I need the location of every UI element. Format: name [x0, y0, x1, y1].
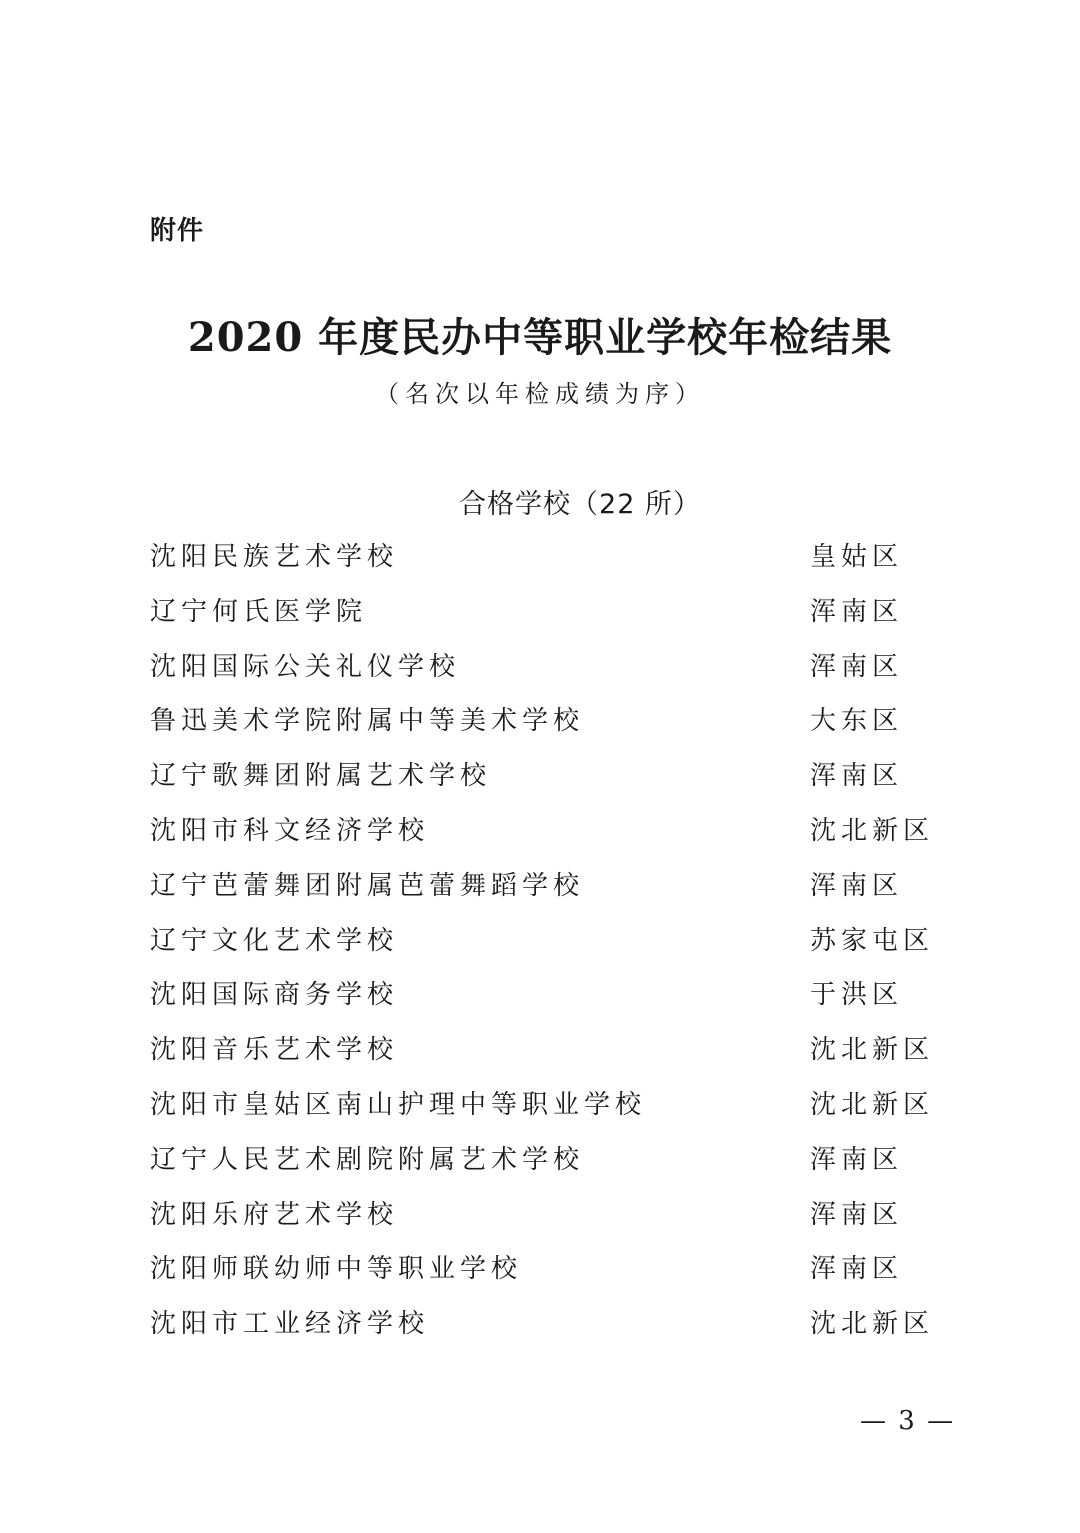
school-district: 浑南区 [810, 651, 904, 682]
section-heading-qualified: 合格学校（22 所） [459, 489, 701, 520]
school-district: 浑南区 [810, 761, 904, 792]
school-row [150, 640, 930, 695]
school-district: 大东区 [810, 706, 904, 737]
school-row [150, 859, 930, 914]
school-name: 辽宁芭蕾舞团附属芭蕾舞蹈学校 [150, 870, 585, 901]
document-subtitle: （名次以年检成绩为序） [375, 380, 705, 408]
school-row [150, 1297, 935, 1352]
school-name: 辽宁何氏医学院 [150, 596, 368, 627]
school-row [150, 968, 930, 1023]
school-row [150, 1188, 930, 1243]
school-district: 于洪区 [810, 980, 904, 1011]
school-name: 沈阳市科文经济学校 [150, 815, 430, 846]
school-district: 浑南区 [810, 596, 904, 627]
school-name: 辽宁文化艺术学校 [150, 925, 399, 956]
attachment-label: 附件 [150, 216, 205, 246]
school-name: 沈阳民族艺术学校 [150, 542, 399, 572]
school-row [150, 694, 930, 749]
school-row [150, 804, 935, 859]
school-district: 浑南区 [810, 1199, 904, 1230]
document-title: 2020 年度民办中等职业学校年检结果 [187, 314, 893, 361]
school-name: 沈阳国际公关礼仪学校 [150, 651, 461, 682]
school-name: 辽宁人民艺术剧院附属艺术学校 [150, 1144, 585, 1175]
school-list [150, 530, 935, 1352]
school-district: 沈北新区 [810, 1309, 935, 1340]
page-number: — 3 — [860, 1406, 956, 1436]
school-row [150, 1242, 930, 1297]
school-name: 沈阳乐府艺术学校 [150, 1199, 399, 1230]
school-district: 皇姑区 [810, 542, 904, 572]
school-district: 浑南区 [810, 1254, 904, 1285]
school-district: 沈北新区 [810, 1089, 935, 1120]
school-name: 沈阳国际商务学校 [150, 980, 399, 1011]
school-name: 沈阳师联幼师中等职业学校 [150, 1254, 523, 1285]
school-district: 沈北新区 [810, 1035, 935, 1066]
school-row [150, 749, 930, 804]
school-row [150, 914, 935, 969]
school-name: 沈阳市皇姑区南山护理中等职业学校 [150, 1089, 647, 1120]
school-district: 苏家屯区 [810, 925, 935, 956]
school-name: 辽宁歌舞团附属艺术学校 [150, 761, 492, 792]
school-district: 浑南区 [810, 1144, 904, 1175]
school-district: 沈北新区 [810, 815, 935, 846]
school-row [150, 585, 930, 640]
school-row [150, 530, 930, 585]
school-name: 沈阳市工业经济学校 [150, 1309, 430, 1340]
school-name: 鲁迅美术学院附属中等美术学校 [150, 706, 585, 737]
school-row [150, 1133, 930, 1188]
school-row [150, 1023, 935, 1078]
school-row [150, 1078, 935, 1133]
school-district: 浑南区 [810, 870, 904, 901]
school-name: 沈阳音乐艺术学校 [150, 1035, 399, 1066]
